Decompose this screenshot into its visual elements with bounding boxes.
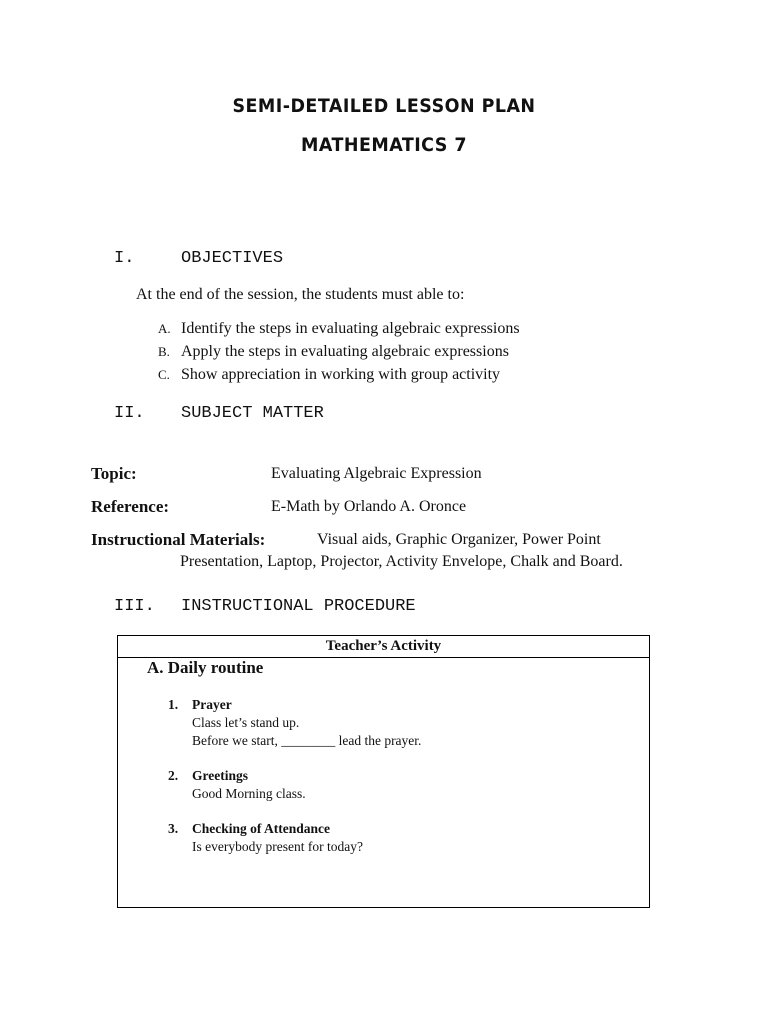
daily-routine-title: A. Daily routine	[147, 658, 264, 677]
objectives-list	[158, 317, 520, 386]
objective-letter: B.	[158, 344, 170, 359]
materials-label: Instructional Materials:	[91, 530, 266, 549]
objectives-number: I.	[114, 249, 135, 268]
step-line: Good Morning class.	[192, 786, 306, 801]
procedure-heading-text: INSTRUCTIONAL PROCEDURE	[181, 597, 416, 616]
table-header: Teacher’s Activity	[118, 636, 649, 658]
objective-letter: C.	[158, 367, 170, 382]
objectives-intro: At the end of the session, the students must able to:	[136, 286, 465, 303]
step-title: Greetings	[192, 768, 248, 783]
objective-item	[158, 317, 520, 340]
subject-matter-heading-text: SUBJECT MATTER	[181, 404, 324, 423]
step-number: 2.	[168, 768, 179, 783]
step-line: Before we start, ________ lead the prayer.	[192, 733, 422, 748]
objective-text: Identify the steps in evaluating algebraic expressions	[181, 320, 520, 337]
objective-item	[158, 340, 520, 363]
objectives-heading-text: OBJECTIVES	[181, 249, 284, 268]
procedure-heading	[114, 597, 416, 616]
materials-value-line2: Presentation, Laptop, Projector, Activity Envelope, Chalk and Board.	[180, 553, 623, 570]
step-title: Prayer	[192, 697, 232, 712]
routine-steps	[168, 696, 628, 873]
document-subtitle: MATHEMATICS 7	[300, 134, 468, 156]
subject-matter-number: II.	[114, 404, 145, 423]
topic-label: Topic:	[91, 464, 137, 483]
teacher-activity-table	[117, 635, 650, 908]
procedure-number: III.	[114, 597, 155, 616]
topic-value: Evaluating Algebraic Expression	[271, 465, 482, 482]
step-title: Checking of Attendance	[192, 821, 330, 836]
objective-text: Apply the steps in evaluating algebraic expressions	[181, 343, 509, 360]
routine-step	[168, 767, 628, 803]
step-number: 3.	[168, 821, 179, 836]
materials-value-line1: Visual aids, Graphic Organizer, Power Point	[317, 531, 601, 548]
subject-matter-heading	[114, 404, 324, 423]
step-line: Class let’s stand up.	[192, 715, 300, 730]
objective-letter: A.	[158, 321, 171, 336]
step-line: Is everybody present for today?	[192, 839, 363, 854]
document-title: SEMI-DETAILED LESSON PLAN	[232, 95, 536, 117]
routine-step	[168, 696, 628, 750]
reference-label: Reference:	[91, 497, 170, 516]
objective-item	[158, 363, 520, 386]
routine-step	[168, 820, 628, 856]
objective-text: Show appreciation in working with group activity	[181, 366, 501, 383]
step-number: 1.	[168, 697, 179, 712]
objectives-heading	[114, 249, 283, 268]
reference-value: E-Math by Orlando A. Oronce	[271, 498, 467, 515]
